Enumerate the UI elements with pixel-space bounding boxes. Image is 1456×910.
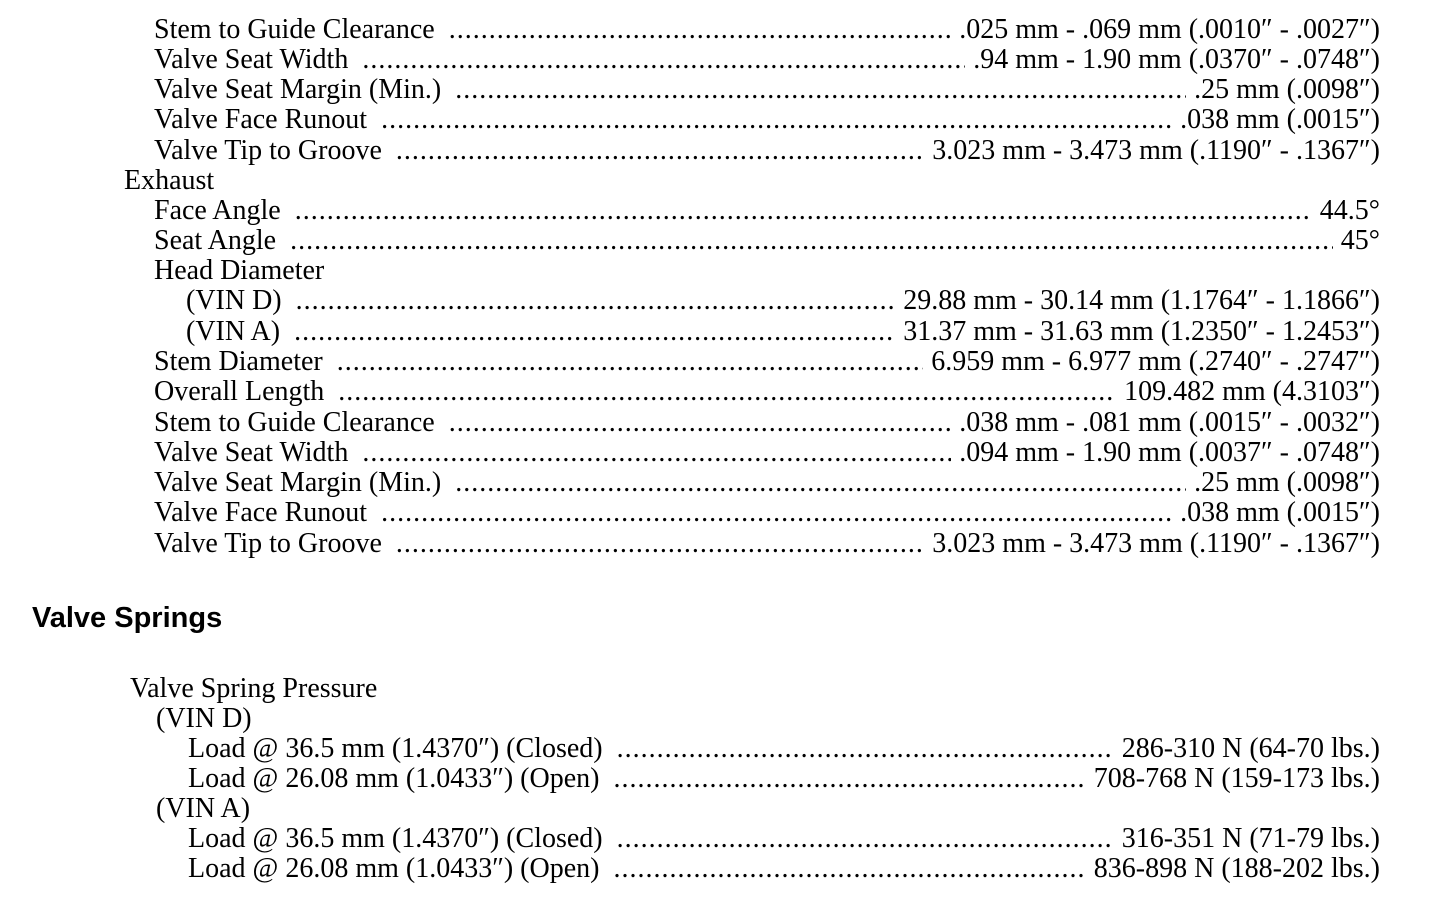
spring-vin-d-title: (VIN D) <box>156 703 252 734</box>
spec-value: 836-898 N (188-202 lbs.) <box>1093 853 1380 884</box>
spec-value: 109.482 mm (4.3103″) <box>1124 376 1380 407</box>
exhaust-seat-width-row <box>154 438 1380 468</box>
dot-leader <box>449 408 952 438</box>
spec-label: Load @ 26.08 mm (1.0433″) (Open) <box>188 763 600 794</box>
dot-leader <box>617 734 1114 764</box>
dot-leader <box>613 854 1085 884</box>
dot-leader <box>362 45 965 75</box>
spec-label: Stem Diameter <box>154 346 323 377</box>
exhaust-stem-diameter-row <box>154 347 1380 377</box>
spec-label: Valve Seat Margin (Min.) <box>154 467 442 498</box>
dot-leader <box>295 196 1312 226</box>
spec-label: Face Angle <box>154 195 281 226</box>
spec-value: .94 mm - 1.90 mm (.0370″ - .0748″) <box>973 44 1380 75</box>
dot-leader <box>337 347 924 377</box>
spec-value: 286-310 N (64-70 lbs.) <box>1121 733 1380 764</box>
spec-value: 708-768 N (159-173 lbs.) <box>1093 763 1380 794</box>
exhaust-tip-groove-row <box>154 529 1380 559</box>
intake-seat-width-row <box>154 45 1380 75</box>
dot-leader <box>362 438 951 468</box>
exhaust-face-runout-row <box>154 498 1380 528</box>
exhaust-seat-margin-row <box>154 468 1380 498</box>
spring-vin-d-open-row <box>188 764 1380 794</box>
spec-value: 316-351 N (71-79 lbs.) <box>1121 823 1380 854</box>
spec-label: Valve Seat Margin (Min.) <box>154 74 442 105</box>
spec-value: 31.37 mm - 31.63 mm (1.2350″ - 1.2453″) <box>903 316 1380 347</box>
spec-value: .038 mm - .081 mm (.0015″ - .0032″) <box>959 407 1380 438</box>
spec-label: Valve Seat Width <box>154 44 349 75</box>
dot-leader <box>338 377 1116 407</box>
spec-value: 29.88 mm - 30.14 mm (1.1764″ - 1.1866″) <box>903 285 1380 316</box>
spring-vin-d-closed-row <box>188 734 1380 764</box>
dot-leader <box>381 498 1172 528</box>
spec-label: Stem to Guide Clearance <box>154 14 435 45</box>
spec-label: Valve Seat Width <box>154 437 349 468</box>
intake-tip-groove-row <box>154 136 1380 166</box>
dot-leader <box>396 529 924 559</box>
spec-label: (VIN A) <box>186 316 281 347</box>
spec-value: .038 mm (.0015″) <box>1180 104 1380 135</box>
spec-label: Overall Length <box>154 376 325 407</box>
dot-leader <box>396 136 924 166</box>
spec-label: Seat Angle <box>154 225 277 256</box>
spring-vin-a-open-row <box>188 854 1380 884</box>
intake-seat-margin-row <box>154 75 1380 105</box>
spec-label: Valve Face Runout <box>154 104 368 135</box>
spec-value: 6.959 mm - 6.977 mm (.2740″ - .2747″) <box>931 346 1380 377</box>
spec-label: Valve Tip to Groove <box>154 135 382 166</box>
spec-label: Load @ 36.5 mm (1.4370″) (Closed) <box>188 823 603 854</box>
exhaust-overall-length-row <box>154 377 1380 407</box>
spec-value: .025 mm - .069 mm (.0010″ - .0027″) <box>959 14 1380 45</box>
spec-label: Valve Face Runout <box>154 497 368 528</box>
spec-value: .25 mm (.0098″) <box>1194 74 1380 105</box>
spec-value: 45° <box>1340 225 1380 256</box>
dot-leader <box>381 105 1172 135</box>
head-vin-a-row <box>186 317 1380 347</box>
spec-value: 44.5° <box>1319 195 1380 226</box>
spring-vin-a-title: (VIN A) <box>156 793 251 824</box>
dot-leader <box>290 226 1333 256</box>
spec-label: Valve Tip to Groove <box>154 528 382 559</box>
section-heading: Valve Springs <box>32 602 223 634</box>
spec-value: 3.023 mm - 3.473 mm (.1190″ - .1367″) <box>932 135 1380 166</box>
dot-leader <box>455 468 1186 498</box>
spring-pressure-title: Valve Spring Pressure <box>130 673 378 704</box>
spring-vin-a-closed-row <box>188 824 1380 854</box>
head-vin-d-row <box>186 286 1380 316</box>
dot-leader <box>296 286 896 316</box>
dot-leader <box>617 824 1114 854</box>
exhaust-face-angle-row <box>154 196 1380 226</box>
spec-value: .094 mm - 1.90 mm (.0037″ - .0748″) <box>959 437 1380 468</box>
intake-face-runout-row <box>154 105 1380 135</box>
dot-leader <box>294 317 895 347</box>
dot-leader <box>455 75 1186 105</box>
spec-label: Load @ 26.08 mm (1.0433″) (Open) <box>188 853 600 884</box>
intake-stem-guide-row <box>154 15 1380 45</box>
spec-value: 3.023 mm - 3.473 mm (.1190″ - .1367″) <box>932 528 1380 559</box>
exhaust-title: Exhaust <box>124 165 215 196</box>
exhaust-seat-angle-row <box>154 226 1380 256</box>
exhaust-stem-guide-row <box>154 408 1380 438</box>
spec-label: Load @ 36.5 mm (1.4370″) (Closed) <box>188 733 603 764</box>
spec-label: Stem to Guide Clearance <box>154 407 435 438</box>
spec-value: .25 mm (.0098″) <box>1194 467 1380 498</box>
dot-leader <box>613 764 1085 794</box>
head-diameter-title: Head Diameter <box>154 255 325 286</box>
dot-leader <box>449 15 952 45</box>
spec-value: .038 mm (.0015″) <box>1180 497 1380 528</box>
spec-label: (VIN D) <box>186 285 282 316</box>
